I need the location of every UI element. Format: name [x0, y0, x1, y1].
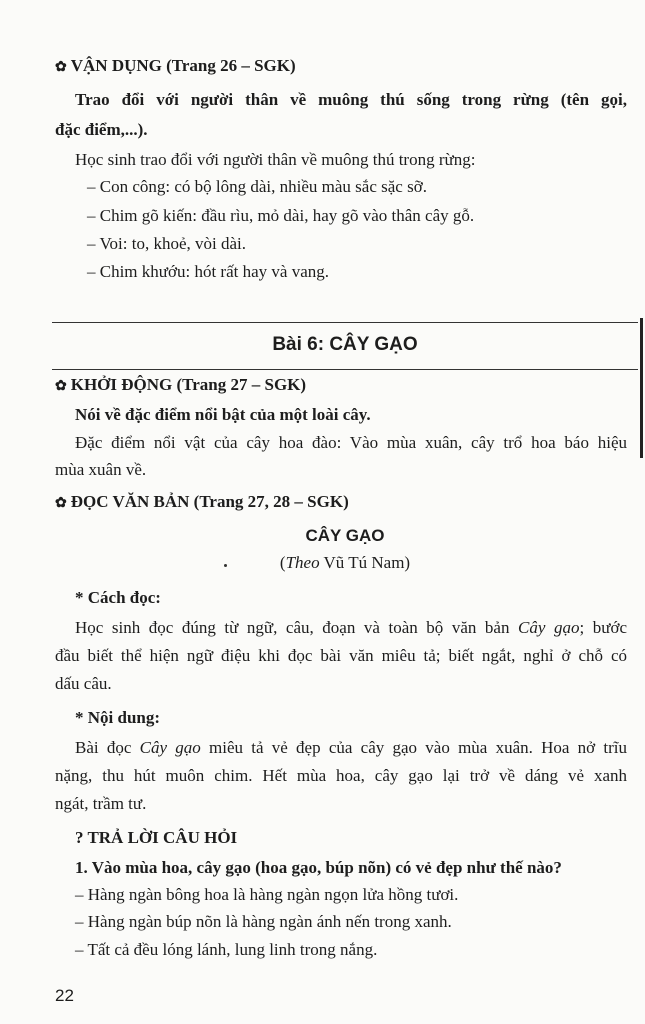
- print-speck: [224, 564, 227, 567]
- text-title: CÂY GẠO: [305, 526, 385, 545]
- heading-text: VẬN DỤNG (Trang 26 – SGK): [70, 56, 296, 75]
- list-item: – Chim gõ kiến: đầu rìu, mỏ dài, hay gõ vào thân cây gỗ.: [87, 206, 475, 225]
- author-line: (Theo Vũ Tú Nam): [279, 553, 411, 572]
- list-item: – Con công: có bộ lông dài, nhiều màu sắc sặc sỡ.: [87, 177, 427, 196]
- cach-doc-line2: đầu biết thể hiện ngữ điệu khi đọc bài văn miêu tả; biết ngắt, nghỉ ở chỗ có: [55, 646, 627, 665]
- italic-title: Cây gạo: [139, 738, 201, 757]
- flower-bullet-icon: ✿: [55, 379, 67, 394]
- cach-doc-label: * Cách đọc:: [75, 588, 161, 607]
- text: miêu tả vẻ đẹp của cây gạo vào mùa xuân. Hoa nở trĩu: [209, 738, 627, 757]
- question-1: 1. Vào mùa hoa, cây gạo (hoa gạo, búp nõn) có vẻ đẹp như thế nào?: [75, 858, 562, 877]
- heading-text: ĐỌC VĂN BẢN (Trang 27, 28 – SGK): [70, 492, 349, 511]
- author-prefix: Theo: [285, 553, 320, 572]
- list-item: – Chim khướu: hót rất hay và vang.: [87, 262, 330, 281]
- van-dung-prompt-line2: đặc điểm,...).: [55, 120, 148, 139]
- flower-bullet-icon: ✿: [55, 60, 67, 75]
- flower-bullet-icon: ✿: [55, 496, 67, 511]
- divider-bottom: [52, 369, 638, 370]
- lesson-title: Bài 6: CÂY GẠO: [272, 334, 418, 355]
- italic-title: Cây gạo: [518, 618, 580, 637]
- author-name: Vũ Tú Nam: [323, 553, 405, 572]
- text: Học sinh đọc đúng từ ngữ, câu, đoạn và toàn bộ văn bản: [75, 618, 510, 637]
- heading-text: KHỞI ĐỘNG (Trang 27 – SGK): [70, 375, 307, 394]
- noi-dung-line1: [75, 737, 627, 759]
- text: ; bước: [579, 618, 627, 637]
- noi-dung-label: * Nội dung:: [75, 708, 161, 727]
- page-number: 22: [55, 986, 74, 1005]
- section-heading-khoi-dong: [55, 374, 306, 398]
- text: Bài đọc: [75, 738, 132, 757]
- answer-item: – Hàng ngàn bông hoa là hàng ngàn ngọn lửa hồng tươi.: [75, 885, 459, 904]
- khoi-dong-answer-line1: Đặc điểm nổi vật của cây hoa đào: Vào mùa xuân, cây trổ hoa báo hiệu: [75, 433, 627, 452]
- section-heading-tra-loi: ? TRẢ LỜI CÂU HỎI: [75, 828, 238, 847]
- section-heading-van-dung: [55, 55, 296, 79]
- noi-dung-line2: nặng, thu hút muôn chim. Hết mùa hoa, cây gạo lại trở về dáng vẻ xanh: [55, 766, 627, 785]
- cach-doc-line3: dấu câu.: [55, 674, 112, 693]
- list-item: – Voi: to, khoẻ, vòi dài.: [87, 234, 246, 253]
- page-edge: [640, 318, 643, 458]
- divider-top: [52, 322, 638, 323]
- answer-item: – Tất cả đều lóng lánh, lung linh trong nắng.: [75, 940, 378, 959]
- khoi-dong-answer-line2: mùa xuân về.: [55, 460, 147, 479]
- van-dung-prompt-line1: Trao đổi với người thân về muông thú sống trong rừng (tên gọi,: [75, 90, 627, 109]
- khoi-dong-prompt: Nói về đặc điểm nổi bật của một loài cây.: [75, 405, 371, 424]
- noi-dung-line3: ngát, trầm tư.: [55, 794, 147, 813]
- answer-item: – Hàng ngàn búp nõn là hàng ngàn ánh nến trong xanh.: [75, 912, 452, 931]
- van-dung-intro: Học sinh trao đổi với người thân về muông thú trong rừng:: [75, 150, 476, 169]
- section-heading-doc-van-ban: [55, 491, 349, 515]
- cach-doc-line1: [75, 617, 627, 639]
